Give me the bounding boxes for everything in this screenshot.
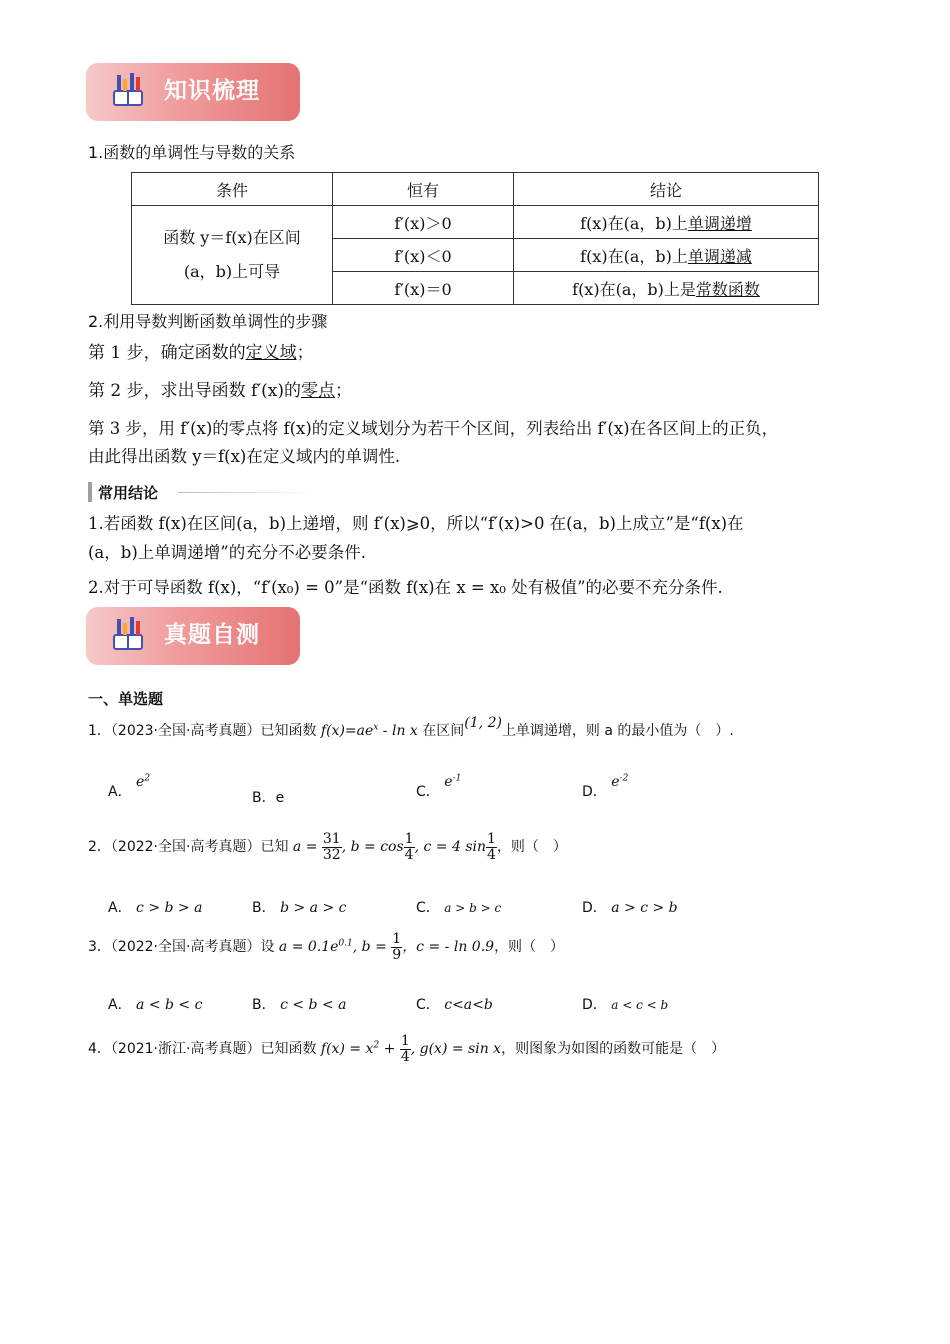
formula: + xyxy=(379,1041,400,1058)
option-d[interactable] xyxy=(582,773,629,801)
question-number: 4． xyxy=(88,1041,111,1058)
question-text: ，则图象为如图的函数可能是（ ） xyxy=(501,1041,726,1058)
question-3 xyxy=(88,932,564,962)
step-text: ； xyxy=(296,343,314,363)
denominator: 4 xyxy=(404,846,414,863)
option-d[interactable] xyxy=(582,897,678,917)
option-b[interactable] xyxy=(252,994,346,1014)
step-key: 定义域 xyxy=(245,343,297,363)
result-key: 单调递减 xyxy=(687,246,752,266)
option-label: A． xyxy=(108,900,132,916)
option-label: C． xyxy=(416,784,440,800)
option-base: e xyxy=(136,774,145,790)
formula: , g(x) = sin x xyxy=(410,1041,502,1058)
banner-title: 真题自测 xyxy=(164,622,260,648)
step-text: ； xyxy=(335,380,353,401)
result-key: 单调递增 xyxy=(687,213,752,233)
step-text: 第 2 步，求出导函数 f′(x)的 xyxy=(88,380,302,401)
question-2 xyxy=(88,832,567,862)
books-icon xyxy=(108,615,148,659)
conclusion-text: 2.对于可导函数 f(x)，“f′(x₀) = 0”是“函数 f(x)在 x = x₀ 处有极值”的必要不充分条件. xyxy=(88,577,723,597)
option-label: D． xyxy=(582,900,607,916)
fraction xyxy=(400,1034,411,1064)
option-base: e xyxy=(611,774,620,790)
step-2 xyxy=(88,377,868,407)
question-text: （2022·全国·高考真题）已知 xyxy=(110,839,289,856)
fraction xyxy=(391,932,402,962)
option-label: B． xyxy=(252,997,276,1013)
section-heading: 2.利用导数判断函数单调性的步骤 xyxy=(88,312,328,331)
result-key: 常数函数 xyxy=(695,279,760,299)
banner-title: 知识梳理 xyxy=(164,78,260,104)
numerator: 1 xyxy=(487,831,496,847)
formula: , b = cos xyxy=(341,839,404,856)
formula: ，c = - ln 0.9 xyxy=(402,939,495,956)
step-3 xyxy=(88,415,868,473)
option-label: D． xyxy=(582,784,607,800)
option-c[interactable] xyxy=(416,773,462,801)
formula: f(x)=ae xyxy=(320,723,374,739)
formula-sup: 0.1 xyxy=(338,938,353,949)
section-banner-knowledge xyxy=(86,63,300,121)
monotonicity-table xyxy=(131,172,819,305)
formula-sup: x xyxy=(373,722,379,733)
numerator: 1 xyxy=(400,1033,410,1049)
denominator: 4 xyxy=(487,846,496,863)
option-sup: -1 xyxy=(452,773,462,784)
formula: a = 0.1e xyxy=(278,939,339,956)
conclusions-block xyxy=(88,510,868,603)
option-label: A． xyxy=(108,784,132,800)
option-label: B． xyxy=(252,900,276,916)
conclusion-text: (a，b)上单调递增”的充分不必要条件. xyxy=(88,542,366,562)
result-prefix: f(x)在(a，b)上是 xyxy=(572,279,696,299)
table-cell: f′(x)＝0 xyxy=(333,272,514,305)
question-text: 上单调递增，则 a 的最小值为（ ）. xyxy=(501,723,734,739)
option-a[interactable] xyxy=(108,773,151,801)
table-header: 恒有 xyxy=(333,173,514,206)
formula: f(x) = x xyxy=(320,1041,374,1058)
question-text: ，则（ ） xyxy=(496,839,567,856)
table-condition-cell xyxy=(132,206,333,305)
fraction xyxy=(404,832,415,862)
option-label: C． xyxy=(416,997,440,1013)
denominator: 32 xyxy=(322,846,341,863)
conclusion-text: 1.若函数 f(x)在区间(a，b)上递增，则 f′(x)⩾0，所以“f′(x)>0 在(a，b)上成立”是“f(x)在 xyxy=(88,514,744,533)
question-1 xyxy=(88,715,734,740)
question-text: ，则（ ） xyxy=(494,939,565,956)
table-row xyxy=(132,206,819,239)
numerator: 1 xyxy=(392,931,402,947)
option-text: a > b > c xyxy=(444,901,502,915)
question-text: （2023·全国·高考真题）已知函数 xyxy=(110,723,317,739)
table-header: 条件 xyxy=(132,173,333,206)
option-c[interactable] xyxy=(416,897,501,917)
formula-sup: 2 xyxy=(373,1040,380,1051)
option-d[interactable] xyxy=(582,994,668,1014)
option-text: a < c < b xyxy=(611,998,669,1012)
option-label: A． xyxy=(108,997,132,1013)
question-text: 在区间 xyxy=(422,723,465,739)
step-text: 第 1 步，确定函数的 xyxy=(88,343,246,363)
question-text: （2022·全国·高考真题）设 xyxy=(110,939,275,956)
option-sup: -2 xyxy=(619,773,629,784)
numerator: 31 xyxy=(322,831,341,847)
step-text: 由此得出函数 y＝f(x)在定义域内的单调性. xyxy=(88,447,401,467)
question-text: （2021·浙江·高考真题）已知函数 xyxy=(110,1041,317,1058)
option-sup: 2 xyxy=(144,773,151,784)
result-prefix: f(x)在(a，b)上 xyxy=(580,246,688,266)
fraction xyxy=(322,832,342,862)
option-text: a < b < c xyxy=(136,997,203,1013)
option-text: c < b < a xyxy=(280,997,347,1013)
step-text: 第 3 步，用 f′(x)的零点将 f(x)的定义域划分为若干个区间，列表给出 f′(x)在各区间上的正负， xyxy=(88,418,779,438)
table-cell: f′(x)＞0 xyxy=(333,206,514,239)
table-cell: f′(x)＜0 xyxy=(333,239,514,272)
option-base: e xyxy=(275,790,285,806)
option-a[interactable] xyxy=(108,897,202,917)
option-label: D． xyxy=(582,997,607,1013)
numerator: 1 xyxy=(404,831,414,847)
option-text: c > b > a xyxy=(136,900,203,916)
option-c[interactable] xyxy=(416,994,493,1014)
question-number: 2． xyxy=(88,839,111,856)
option-label: C． xyxy=(416,900,440,916)
question-number: 1． xyxy=(88,723,111,739)
formula: - ln x xyxy=(378,723,418,739)
divider xyxy=(178,492,318,493)
option-text: b > a > c xyxy=(280,900,347,916)
section-banner-exam xyxy=(86,607,300,665)
table-cell xyxy=(514,206,819,239)
option-text: c<a<b xyxy=(444,997,493,1013)
interval: (1, 2) xyxy=(464,715,502,731)
table-header-row xyxy=(132,173,819,206)
question-number: 3． xyxy=(88,939,111,956)
table-cell xyxy=(514,239,819,272)
condition-line-1: 函数 y＝f(x)在区间 xyxy=(163,228,301,247)
conclusions-tag: 常用结论 xyxy=(88,482,158,502)
denominator: 9 xyxy=(392,946,402,963)
formula: a = xyxy=(292,839,322,856)
section-heading: 1.函数的单调性与导数的关系 xyxy=(88,143,296,162)
steps-block xyxy=(88,339,868,472)
condition-line-2: (a，b)上可导 xyxy=(183,262,281,281)
step-1 xyxy=(88,339,868,369)
result-prefix: f(x)在(a，b)上 xyxy=(580,213,688,233)
option-text: a > c > b xyxy=(611,900,678,916)
table-cell xyxy=(514,272,819,305)
table-header: 结论 xyxy=(514,173,819,206)
option-a[interactable] xyxy=(108,994,202,1014)
books-icon xyxy=(108,71,148,115)
option-b[interactable] xyxy=(252,897,346,917)
formula: , c = 4 sin xyxy=(414,839,487,856)
formula: , b = xyxy=(352,939,392,956)
question-4 xyxy=(88,1034,725,1064)
step-key: 零点 xyxy=(301,380,336,401)
option-b[interactable] xyxy=(252,787,284,807)
fraction xyxy=(486,832,497,862)
part-title: 一、单选题 xyxy=(88,690,164,708)
denominator: 4 xyxy=(400,1048,410,1065)
option-label: B． xyxy=(252,790,276,806)
option-base: e xyxy=(444,774,453,790)
